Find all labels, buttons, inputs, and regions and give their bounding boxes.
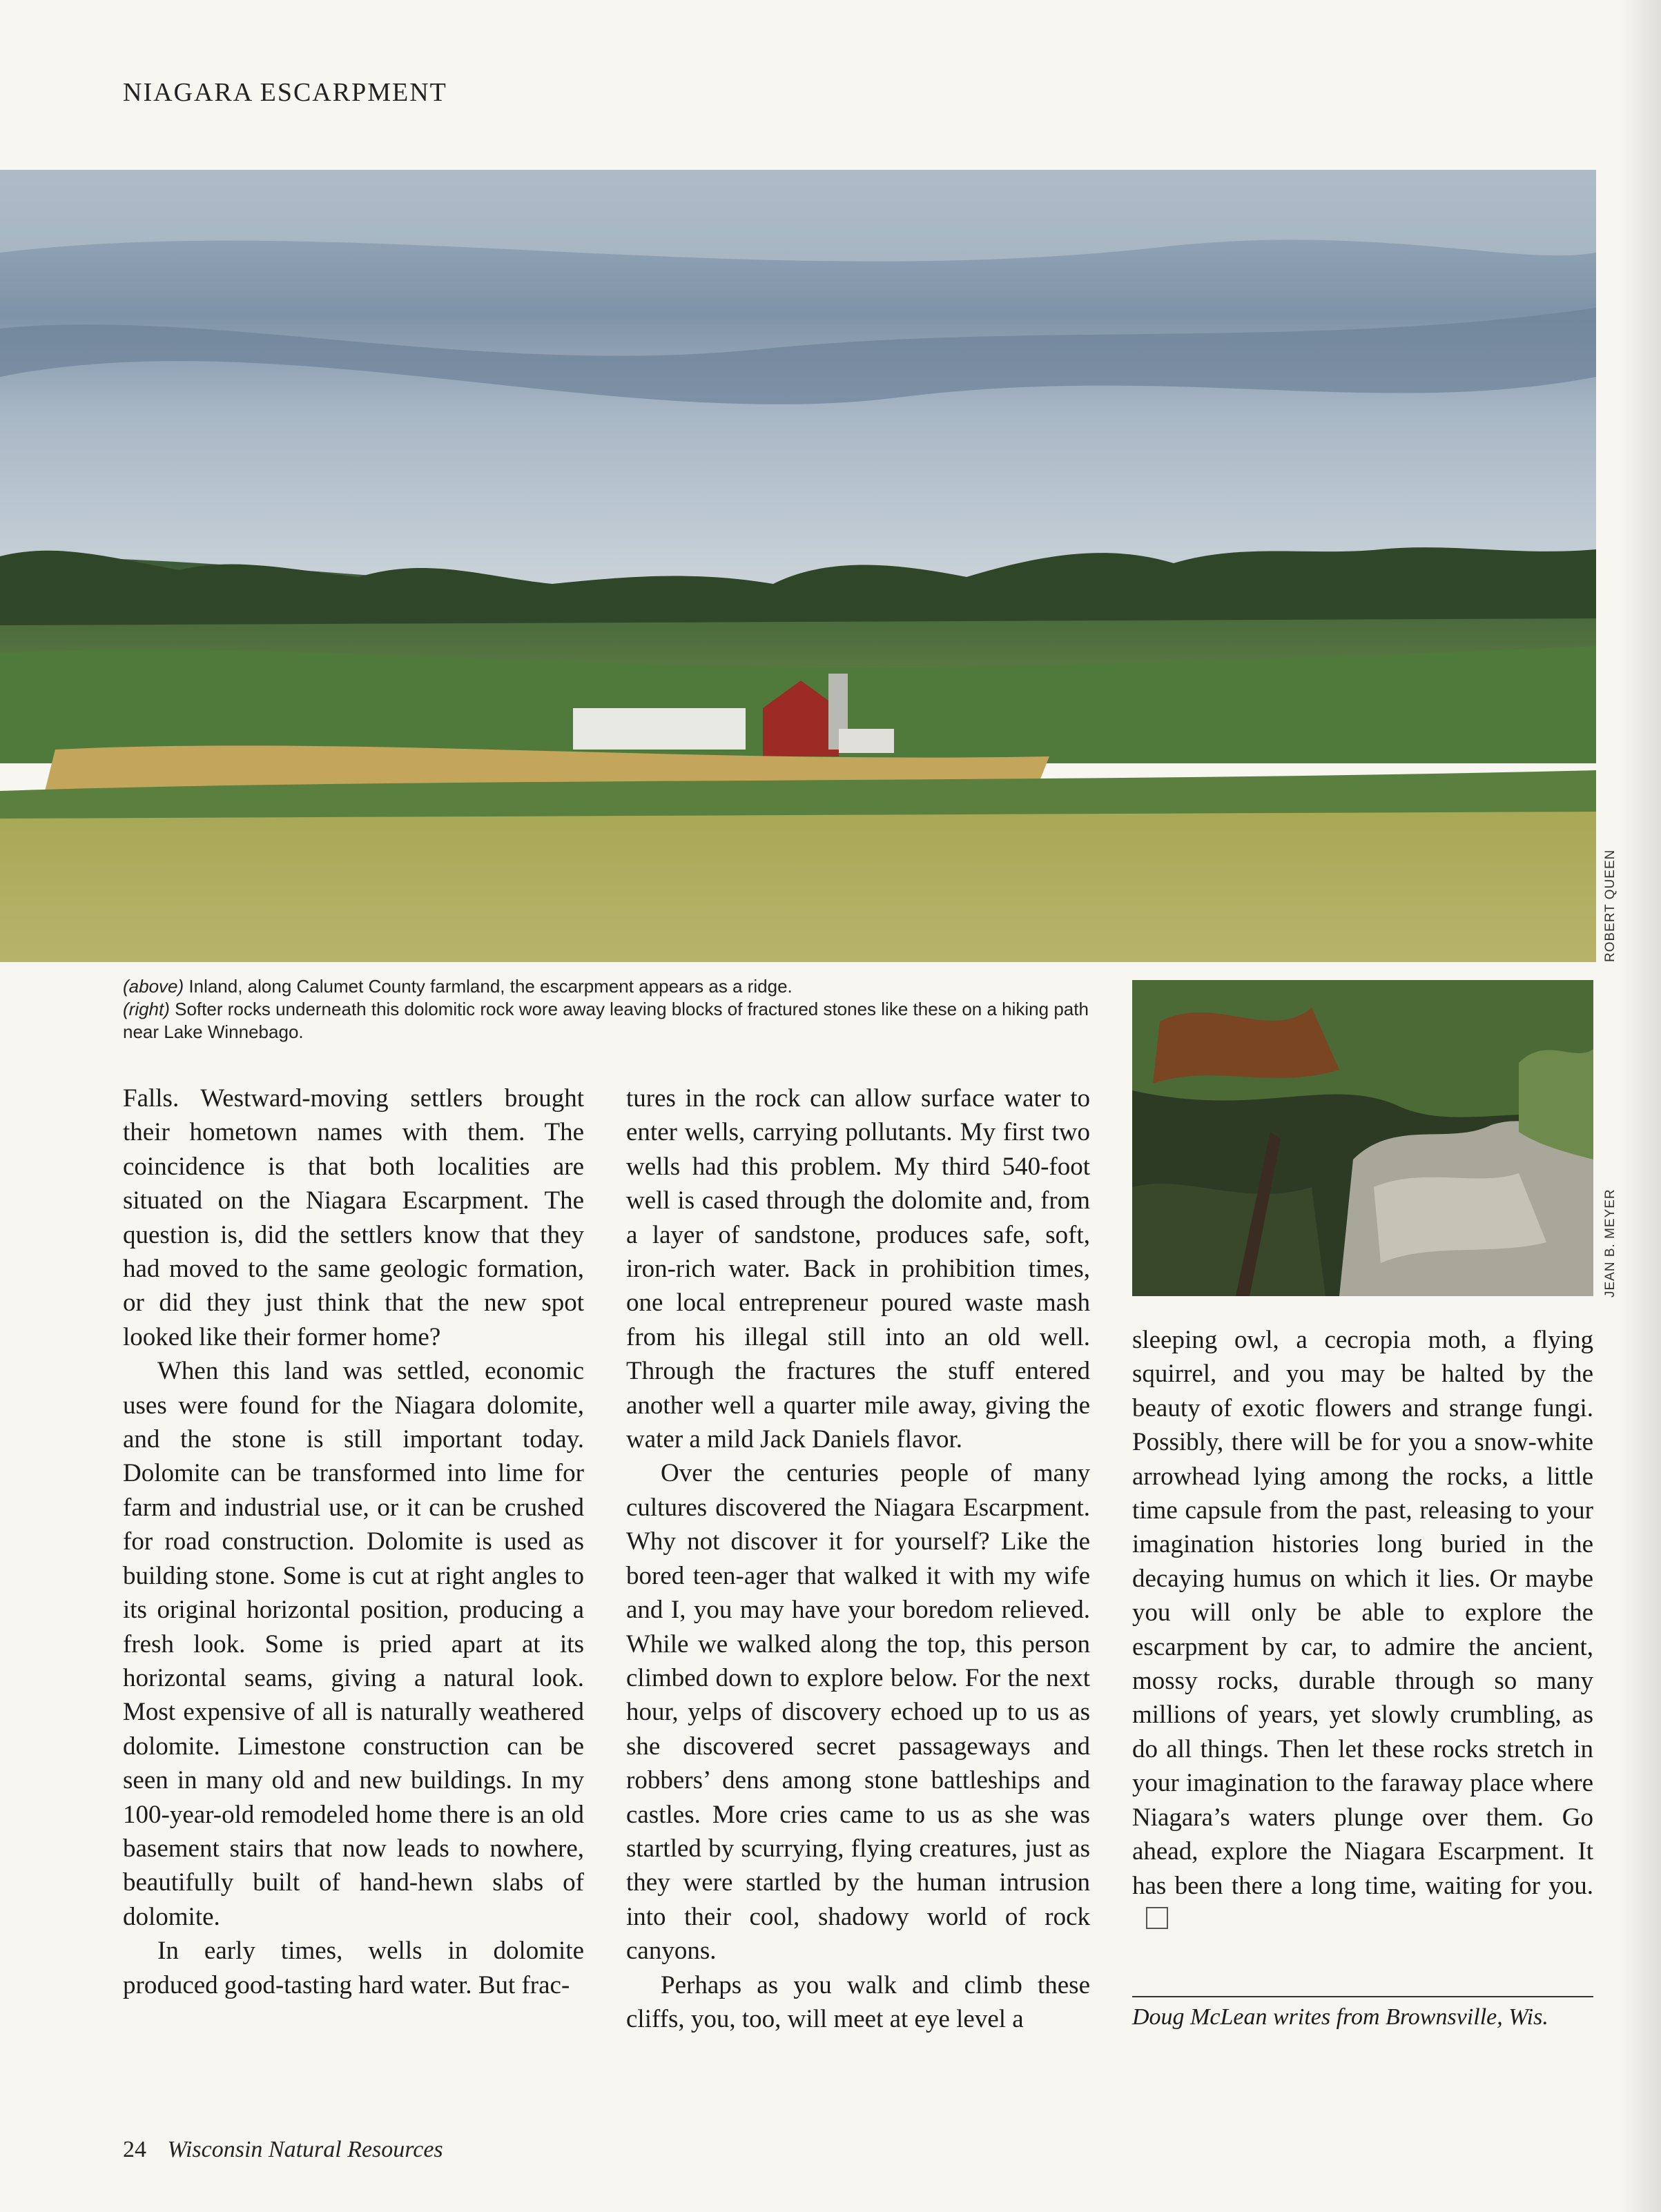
caption-right: (right) Softer rocks underneath this dolomitic rock wore away leaving blocks of fractured stones like these on a hiking path near Lake Winnebago. xyxy=(123,999,1089,1042)
paragraph: Perhaps as you walk and climb these cliffs, you, too, will meet at eye level a xyxy=(626,1970,1090,2033)
paragraph: sleeping owl, a cecropia moth, a flying squirrel, and you may be halted by the beauty of exotic flowers and strange fungi. Possibly, there will be for you a snow-white arrowhead lying among the rocks, a little time capsule from the past, releasing to your imagination histories long buried in the decaying humus on which it lies. Or maybe you will only be able to explore the escarpment by car, to admire the ancient, mossy rocks, durable through so many millions of years, yet slowly crumbling, as do all things. Then let these rocks stretch in your imagination to the faraway place where Niagara’s waters plunge over them. Go ahead, explore the Niagara Escarpment. It has been there a long time, waiting for you. xyxy=(1132,1323,1593,1937)
article-column-3 xyxy=(1132,1323,1593,1937)
page-footer xyxy=(123,2137,443,2163)
page-number: 24 xyxy=(123,2137,146,2162)
small-photo-credit: JEAN B. MEYER xyxy=(1603,1188,1618,1298)
paragraph: tures in the rock can allow surface water to enter wells, carrying pollutants. My first two wells had this problem. My third 540-foot well is cased through the dolomite and, from a layer of sandstone, produces safe, soft, iron-rich water. Back in prohibition times, one local entrepreneur poured waste mash from his illegal still into an old well. Through the fractures the stuff entered another well a quarter mile away, giving the water a mild Jack Daniels flavor. xyxy=(626,1084,1090,1454)
section-header: NIAGARA ESCARPMENT xyxy=(123,78,447,107)
paragraph: Falls. Westward-moving settlers brought their hometown names with them. The coincidence is that both localities are situated on the Niagara Escarpment. The question is, did the settlers know that they had moved to the same geologic formation, or did they just think that the new spot looked like their former home? xyxy=(123,1084,584,1351)
article-column-2 xyxy=(626,1081,1090,2036)
photo-captions xyxy=(123,975,1096,1044)
end-mark-icon xyxy=(1146,1907,1168,1929)
page-gutter-shadow xyxy=(1620,0,1661,2212)
article-column-1 xyxy=(123,1081,584,2002)
rocks-photo xyxy=(1132,980,1593,1296)
paragraph: When this land was settled, economic uses were found for the Niagara dolomite, and the stone is still important today. Dolomite can be transformed into lime for farm and industrial use, or it can be crushed for road construction. Dolomite is used as building stone. Some is cut at right angles to its original horizontal position, producing a fresh look. Some is pried apart at its horizontal seams, giving a natural look. Most expensive of all is naturally weathered dolomite. Limestone construction can be seen in many old and new buildings. In my 100-year-old remodeled home there is an old basement stairs that now leads to nowhere, beautifully built of hand-hewn slabs of dolomite. xyxy=(123,1357,584,1931)
caption-above: (above) Inland, along Calumet County farmland, the escarpment appears as a ridge. xyxy=(123,976,793,997)
farmland-photo xyxy=(0,170,1596,962)
main-photo-credit: ROBERT QUEEN xyxy=(1603,849,1618,962)
magazine-title: Wisconsin Natural Resources xyxy=(167,2137,443,2162)
author-byline: Doug McLean writes from Brownsville, Wis. xyxy=(1132,2004,1548,2030)
byline-divider xyxy=(1132,1996,1593,1997)
paragraph: In early times, wells in dolomite produced good-tasting hard water. But frac- xyxy=(123,1937,584,1999)
paragraph: Over the centuries people of many cultures discovered the Niagara Escarpment. Why not discover it for yourself? Like the bored teen-ager that walked it with my wife and I, you may have your boredom relieved. While we walked along the top, this person climbed down to explore below. For the next hour, yelps of discovery echoed up to us as she discovered secret passageways and robbers’ dens among stone battleships and castles. More cries came to us as she was startled by scurrying, flying creatures, just as they were startled by the human intrusion into their cool, shadowy world of rock canyons. xyxy=(626,1459,1090,1966)
